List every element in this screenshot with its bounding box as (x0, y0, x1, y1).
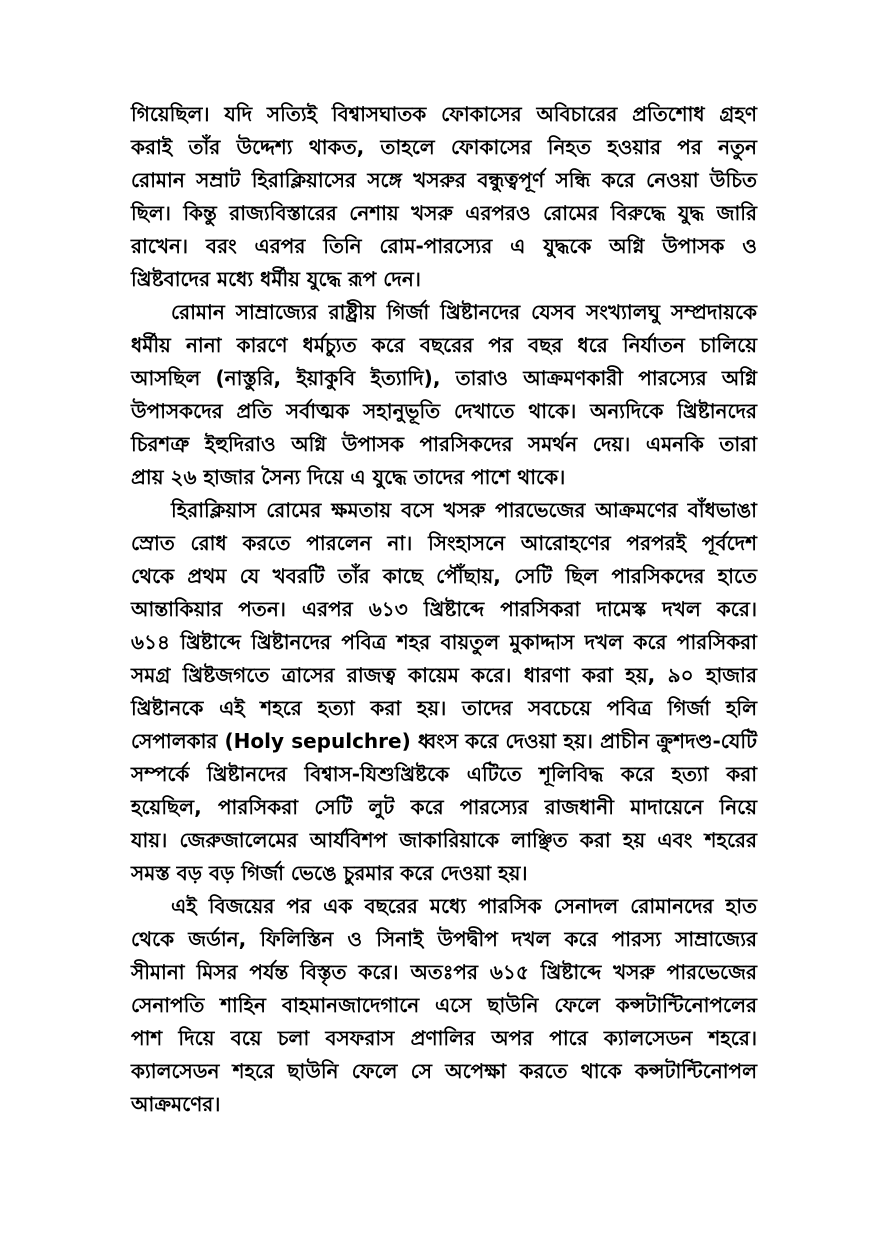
body-text (131, 98, 757, 1121)
text-line: থেকে জর্ডান, ফিলিস্তিন ও সিনাই উপদ্বীপ দখল করে পারস্য সাম্রাজ্যের (131, 927, 757, 951)
text-line: থেকে প্রথম যে খবরটি তাঁর কাছে পৌঁছায়, সেটি ছিল পারসিকদের হাতে (131, 564, 757, 588)
text-line: উপাসকদের প্রতি সর্বাত্মক সহানুভূতি দেখাতে থাকে। অন্যদিকে খ্রিষ্টানদের (131, 399, 757, 423)
text-line: রোমান সম্রাট হিরাক্লিয়াসের সঙ্গে খসরুর বন্ধুত্বপূর্ণ সন্ধি করে নেওয়া উচিত (131, 168, 757, 192)
text-line: যায়। জেরুজালেমের আর্যবিশপ জাকারিয়াকে লাঞ্ছিত করা হয় এবং শহরের (131, 828, 757, 852)
text-line: স্রোত রোধ করতে পারলেন না। সিংহাসনে আরোহণের পরপরই পূর্বদেশ (131, 531, 757, 555)
text-line: প্রায় ২৬ হাজার সৈন্য দিয়ে এ যুদ্ধে তাদের পাশে থাকে। (131, 465, 566, 489)
text-line: এই বিজয়ের পর এক বছরের মধ্যে পারসিক সেনাদল রোমানদের হাত (171, 894, 757, 918)
text-line: সমগ্র খ্রিষ্টজগতে ত্রাসের রাজত্ব কায়েম করে। ধারণা করা হয়, ৯০ হাজার (131, 663, 757, 687)
paragraph (131, 98, 757, 296)
text-line: ধর্মীয় নানা কারণে ধর্মচ্যুত করে বছরের পর বছর ধরে নির্যাতন চালিয়ে (131, 333, 757, 357)
text-line: সীমানা মিসর পর্যন্ত বিস্তৃত করে। অতঃপর ৬১৫ খ্রিষ্টাব্দে খসরু পারভেজের (131, 960, 757, 984)
text-line: আক্রমণের। (131, 1092, 221, 1116)
text-line: আসছিল (নাস্তুরি, ইয়াকুবি ইত্যাদি), তারাও আক্রমণকারী পারস্যের অগ্নি (131, 366, 757, 390)
text-line: সম্পর্কে খ্রিষ্টানদের বিশ্বাস-যিশুখ্রিষ্টকে এটিতে শূলিবিদ্ধ করে হত্যা করা (131, 762, 757, 786)
text-line: হয়েছিল, পারসিকরা সেটি লুট করে পারস্যের রাজধানী মাদায়েনে নিয়ে (131, 795, 757, 819)
text-line: রোমান সাম্রাজ্যের রাষ্ট্রীয় গির্জা খ্রিষ্টানদের যেসব সংখ্যালঘু সম্প্রদায়কে (171, 300, 757, 324)
paragraph (131, 296, 757, 494)
text-line: খ্রিষ্টবাদের মধ্যে ধর্মীয় যুদ্ধে রূপ দেন। (131, 267, 421, 291)
text-line: ক্যালসেডন শহরে ছাউনি ফেলে সে অপেক্ষা করতে থাকে কন্সটান্টিনোপল (131, 1059, 757, 1083)
text-line: ৬১৪ খ্রিষ্টাব্দে খ্রিষ্টানদের পবিত্র শহর বায়তুল মুকাদ্দাস দখল করে পারসিকরা (131, 630, 757, 654)
text-line: সেনাপতি শাহিন বাহমানজাদেগানে এসে ছাউনি ফেলে কন্সটান্টিনোপলের (131, 993, 757, 1017)
text-line: হিরাক্লিয়াস রোমের ক্ষমতায় বসে খসরু পারভেজের আক্রমণের বাঁধভাঙা (171, 498, 757, 522)
text-line: খ্রিষ্টানকে এই শহরে হত্যা করা হয়। তাদের সবচেয়ে পবিত্র গির্জা হলি (131, 696, 757, 720)
text-line: করাই তাঁর উদ্দেশ্য থাকত, তাহলে ফোকাসের নিহত হওয়ার পর নতুন (131, 135, 757, 159)
text-line: সমস্ত বড় বড় গির্জা ভেঙে চুরমার করে দেওয়া হয়। (131, 861, 528, 885)
text-line: চিরশত্রু ইহুদিরাও অগ্নি উপাসক পারসিকদের সমর্থন দেয়। এমনকি তারা (131, 432, 757, 456)
paragraph (131, 494, 757, 890)
text-line: আন্তাকিয়ার পতন। এরপর ৬১৩ খ্রিষ্টাব্দে পারসিকরা দামেস্ক দখল করে। (131, 597, 757, 621)
text-line: ছিল। কিন্তু রাজ্যবিস্তারের নেশায় খসরু এরপরও রোমের বিরুদ্ধে যুদ্ধ জারি (131, 201, 757, 225)
text-line: সেপালকার (Holy sepulchre) ধ্বংস করে দেওয়া হয়। প্রাচীন ক্রুশদণ্ড-যেটি (131, 729, 757, 753)
text-line: গিয়েছিল। যদি সত্যিই বিশ্বাসঘাতক ফোকাসের অবিচারের প্রতিশোধ গ্রহণ (131, 102, 757, 126)
text-line: পাশ দিয়ে বয়ে চলা বসফরাস প্রণালির অপর পারে ক্যালসেডন শহরে। (131, 1026, 757, 1050)
paragraph (131, 890, 757, 1121)
text-line: রাখেন। বরং এরপর তিনি রোম-পারস্যের এ যুদ্ধকে অগ্নি উপাসক ও (131, 234, 757, 258)
